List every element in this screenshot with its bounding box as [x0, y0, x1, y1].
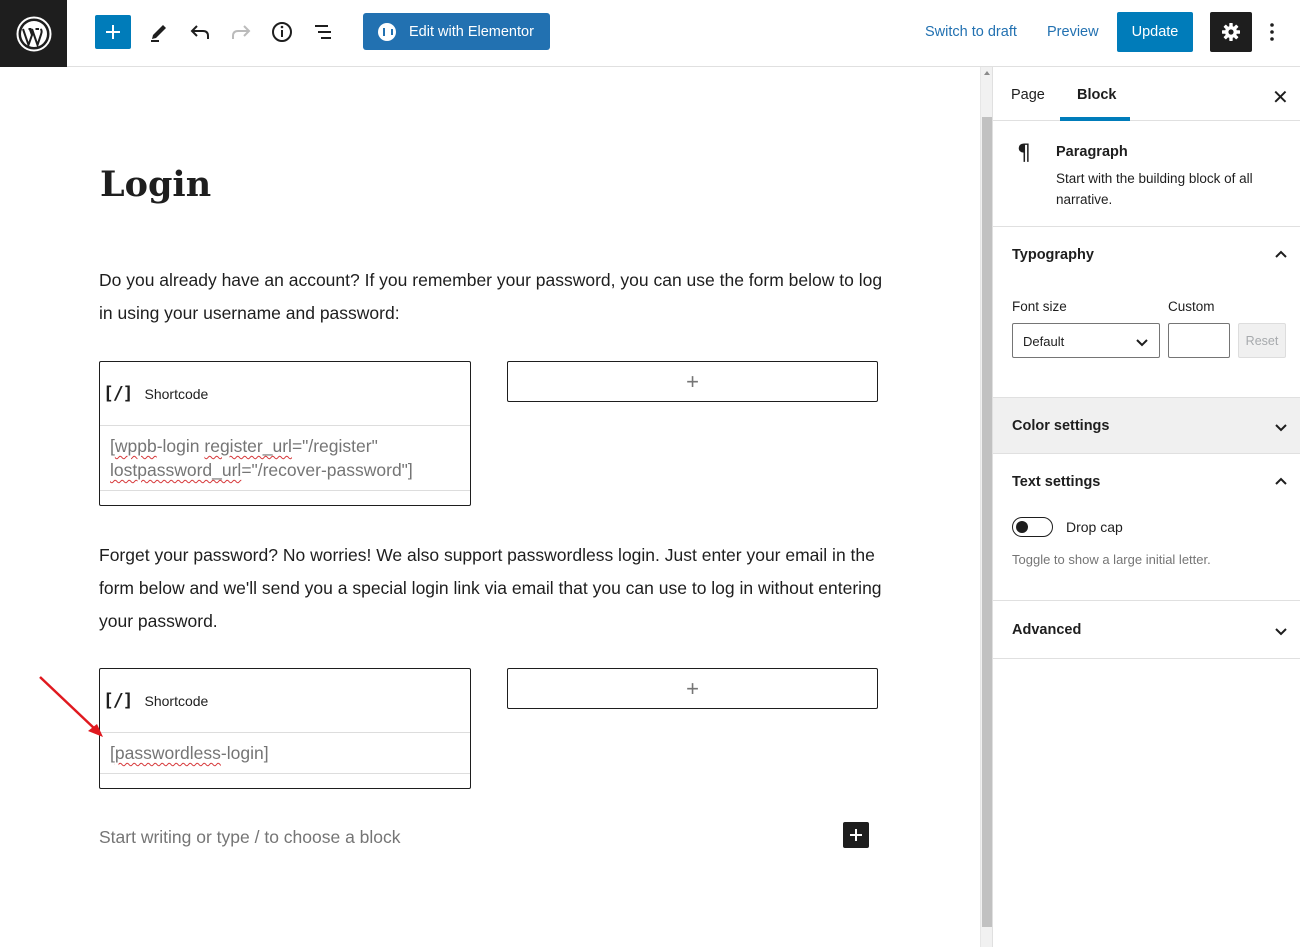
more-options-icon[interactable] [1262, 17, 1282, 47]
font-size-select[interactable] [1012, 323, 1160, 358]
wordpress-logo-icon[interactable] [0, 0, 67, 67]
drop-cap-label: Drop cap [1066, 519, 1123, 535]
custom-size-label: Custom [1168, 299, 1215, 314]
undo-icon[interactable] [182, 14, 218, 50]
empty-block-placeholder[interactable]: Start writing or type / to choose a block [99, 827, 401, 847]
elementor-icon [378, 23, 396, 41]
drop-cap-help-text: Toggle to show a large initial letter. [1012, 552, 1211, 567]
sidebar-tabs [993, 67, 1300, 121]
column-block-appender-1[interactable]: + [507, 361, 878, 402]
block-card-title: Paragraph [1056, 144, 1128, 160]
block-card-description: Start with the building block of all narrative. [1056, 171, 1253, 207]
font-size-label: Font size [1012, 299, 1067, 314]
tools-pencil-icon[interactable] [141, 14, 177, 50]
chevron-up-icon[interactable] [1274, 247, 1288, 261]
typography-panel [993, 227, 1300, 398]
font-size-select-value: Default [1023, 334, 1065, 349]
reset-button[interactable]: Reset [1238, 323, 1286, 358]
settings-gear-icon[interactable] [1210, 12, 1252, 52]
shortcode-header [100, 362, 470, 425]
edit-with-elementor-button[interactable] [363, 13, 550, 50]
list-view-icon[interactable] [305, 14, 341, 50]
shortcode-icon: [/] [103, 383, 133, 404]
inline-add-block-icon[interactable] [843, 822, 869, 848]
color-settings-title[interactable]: Color settings [1012, 418, 1110, 434]
scroll-up-arrow-icon[interactable] [984, 71, 990, 75]
chevron-up-icon[interactable] [1274, 474, 1288, 488]
column-block-appender-2[interactable]: + [507, 668, 878, 709]
tab-block[interactable]: Block [1077, 87, 1117, 103]
text-settings-title[interactable]: Text settings [1012, 474, 1101, 490]
shortcode-label: Shortcode [144, 692, 209, 709]
paragraph-block-1[interactable]: Do you already have an account? If you remember your password, you can use the form below to log in using your username and password: [99, 270, 883, 323]
shortcode-icon: [/] [103, 690, 133, 711]
toggle-knob [1016, 521, 1028, 533]
chevron-down-icon[interactable] [1274, 624, 1288, 638]
chevron-down-icon [1135, 335, 1149, 349]
advanced-title[interactable]: Advanced [1012, 622, 1082, 638]
editor-header [0, 0, 1300, 67]
shortcode-input[interactable]: [wppb-login register_url="/register" lostpassword_url="/recover-password"] [100, 425, 470, 491]
edit-with-elementor-label: Edit with Elementor [409, 23, 534, 40]
tab-page[interactable]: Page [1011, 87, 1045, 103]
paragraph-block-2[interactable]: Forget your password? No worries! We also support passwordless login. Just enter your email in the form below and we'll send you a special login link via email that you can use to log in without entering your password. [99, 545, 882, 631]
close-sidebar-icon[interactable]: ✕ [1272, 87, 1289, 109]
custom-font-size-input[interactable] [1168, 323, 1230, 358]
shortcode-label: Shortcode [144, 385, 209, 402]
editor-canvas [0, 67, 980, 947]
shortcode-block-2[interactable] [99, 668, 471, 789]
drop-cap-toggle[interactable] [1012, 517, 1053, 537]
shortcode-block-1[interactable] [99, 361, 471, 506]
details-info-icon[interactable] [264, 14, 300, 50]
switch-to-draft-button[interactable]: Switch to draft [925, 24, 1017, 40]
paragraph-icon: ¶ [1017, 141, 1031, 166]
settings-sidebar [992, 67, 1300, 947]
shortcode-header [100, 669, 470, 732]
update-button[interactable]: Update [1117, 12, 1193, 52]
color-settings-panel[interactable] [993, 398, 1300, 454]
advanced-panel[interactable] [993, 601, 1300, 659]
text-settings-panel [993, 454, 1300, 601]
shortcode-input[interactable]: [passwordless-login] [100, 732, 470, 774]
annotation-arrow-icon [30, 672, 110, 747]
scrollbar-thumb[interactable] [982, 117, 992, 927]
page-title[interactable]: Login [100, 164, 212, 205]
block-inserter-button[interactable] [95, 15, 131, 49]
canvas-scrollbar[interactable] [980, 67, 992, 947]
chevron-down-icon[interactable] [1274, 420, 1288, 434]
preview-button[interactable]: Preview [1047, 24, 1099, 40]
redo-icon[interactable] [223, 14, 259, 50]
block-card [993, 121, 1300, 227]
typography-panel-toggle[interactable]: Typography [1012, 247, 1094, 263]
